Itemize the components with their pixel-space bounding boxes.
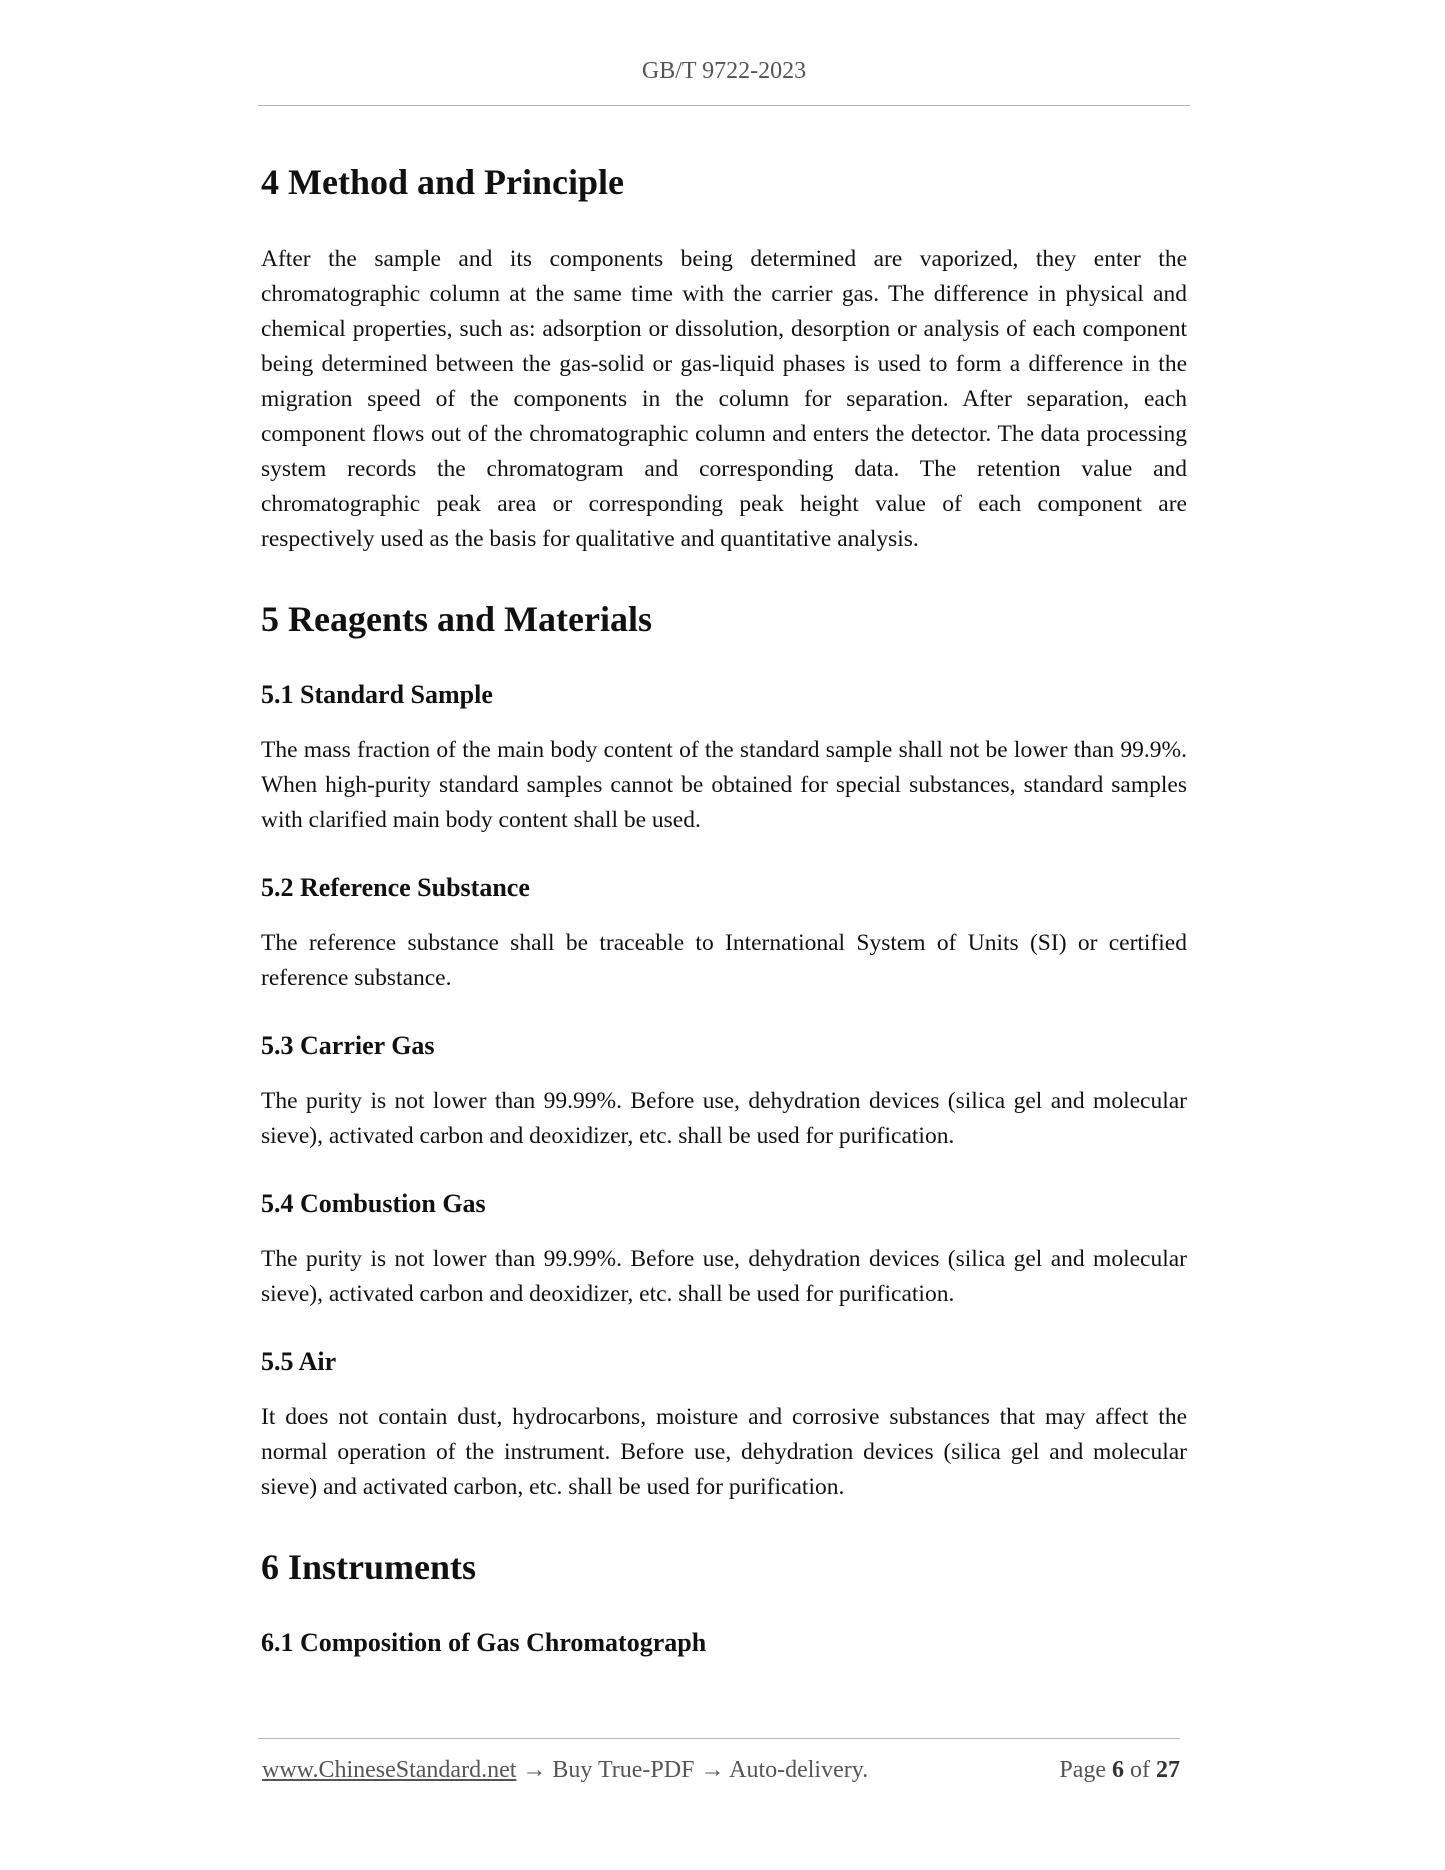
section-5-2-paragraph: The reference substance shall be traceable to International System of Units (SI) or certified reference substance. [261, 930, 1187, 991]
section-4-paragraph: After the sample and its components being determined are vaporized, they enter the chromatographic column at the same time with the carrier gas. The difference in physical and chemical properties, such as: adsorption or dissolution, desorption or analysis of each component being determined between the gas-solid or gas-liquid phases is used to form a difference in the migration speed of the components in the column for separation. After separation, each component flows out of the chromatographic column and enters the detector. The data processing system records the chromatogram and corresponding data. The retention value and chromatographic peak area or corresponding peak height value of each component are respectively used as the basis for qualitative and quantitative analysis. [261, 246, 1187, 552]
section-6-1-heading: 6.1 Composition of Gas Chromatograph [261, 1628, 707, 1657]
of-word: of [1130, 1757, 1150, 1783]
section-5-4-heading: 5.4 Combustion Gas [261, 1189, 486, 1218]
section-5-2-heading: 5.2 Reference Substance [261, 873, 530, 902]
section-5-4-paragraph: The purity is not lower than 99.99%. Before use, dehydration devices (silica gel and molecular sieve), activated carbon and deoxidizer, etc. shall be used for purification. [261, 1246, 1187, 1307]
footer-divider [258, 1738, 1180, 1739]
header-divider [258, 105, 1190, 106]
page-header: GB/T 9722-2023 [641, 58, 807, 84]
page-word: Page [1059, 1757, 1106, 1783]
chinese-standard-link[interactable]: www.ChineseStandard.net [262, 1757, 517, 1783]
section-6-heading: 6 Instruments [261, 1547, 477, 1587]
section-4-heading: 4 Method and Principle [261, 162, 625, 202]
section-5-3-paragraph: The purity is not lower than 99.99%. Before use, dehydration devices (silica gel and molecular sieve), activated carbon and deoxidizer, etc. shall be used for purification. [261, 1088, 1187, 1149]
section-5-5-paragraph: It does not contain dust, hydrocarbons, moisture and corrosive substances that may affect the normal operation of the instrument. Before use, dehydration devices (silica gel and molecular sieve) and activated carbon, etc. shall be used for purification. [261, 1404, 1187, 1500]
section-5-5-heading: 5.5 Air [261, 1347, 337, 1376]
document-body [261, 160, 1187, 1681]
section-5-heading: 5 Reagents and Materials [261, 599, 652, 639]
section-5-1-paragraph: The mass fraction of the main body content of the standard sample shall not be lower than 99.9%. When high-purity standard samples cannot be obtained for special substances, standard samples with clarified main body content shall be used. [261, 737, 1187, 833]
page-number [1059, 1757, 1180, 1784]
footer-promo-text: → Buy True-PDF → Auto-delivery. [522, 1757, 869, 1783]
page-footer [262, 1757, 1180, 1784]
section-5-3-heading: 5.3 Carrier Gas [261, 1031, 435, 1060]
page-current: 6 [1112, 1757, 1124, 1783]
page-total: 27 [1156, 1757, 1180, 1783]
footer-left [262, 1757, 868, 1784]
section-5-1-heading: 5.1 Standard Sample [261, 680, 493, 709]
